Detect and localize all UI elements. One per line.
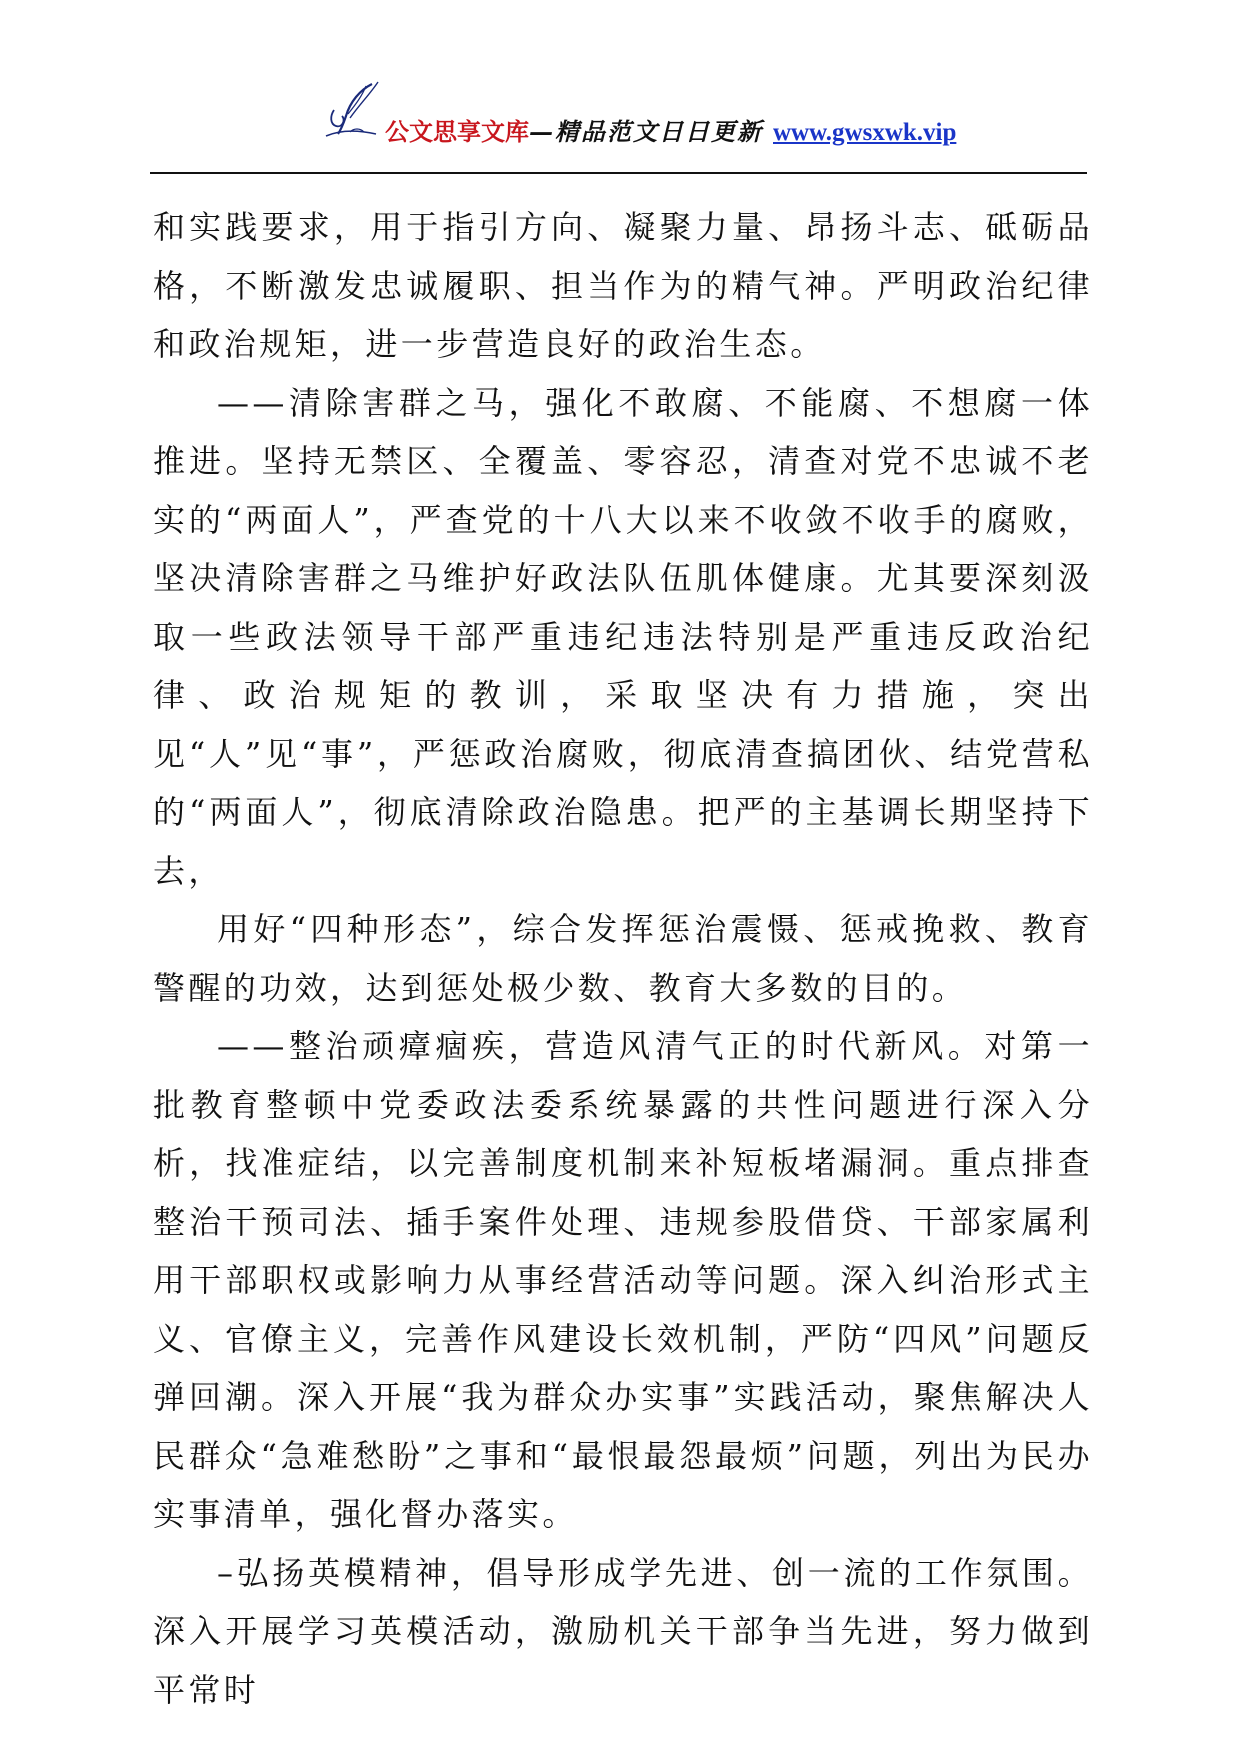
brand-name: 公文思享文库: [385, 117, 529, 146]
paragraph-5: –弘扬英模精神，倡导形成学先进、创一流的工作氛围。深入开展学习英模活动，激励机关干部争当先进，努力做到平常时: [153, 1553, 1093, 1709]
document-body: [153, 198, 1093, 1719]
paragraph-1: 和实践要求，用于指引方向、凝聚力量、昂扬斗志、砥砺品格，不断激发忠诚履职、担当作为的精气神。严明政治纪律和政治规矩，进一步营造良好的政治生态。: [153, 208, 1093, 363]
paragraph-2: ——清除害群之马，强化不敢腐、不能腐、不想腐一体推进。坚持无禁区、全覆盖、零容忍，清查对党不忠诚不老实的“两面人”，严查党的十八大以来不收敛不收手的腐败，坚决清除害群之马维护好政法队伍肌体健康。尤其要深刻汲取一些政法领导干部严重违纪违法特别是严重违反政治纪律、政治规矩的教训，采取坚决有力措施，突出见“人”见“事”，严惩政治腐败，彻底清查搞团伙、结党营私的“两面人”，彻底清除政治隐患。把严的主基调长期坚持下去，: [153, 383, 1093, 890]
quill-pen-icon: [320, 80, 390, 140]
header-banner: [385, 112, 956, 147]
site-url-link[interactable]: www.gwsxwk.vip: [773, 119, 957, 146]
paragraph-3: 用好“四种形态”，综合发挥惩治震慑、惩戒挽救、教育警醒的功效，达到惩处极少数、教育大多数的目的。: [153, 910, 1093, 1007]
header-slogan: —精品范文日日更新: [529, 117, 763, 146]
header-divider: [150, 172, 1087, 174]
page-header: [0, 0, 1241, 180]
paragraph-4: ——整治顽瘴痼疾，营造风清气正的时代新风。对第一批教育整顿中党委政法委系统暴露的共性问题进行深入分析，找准症结，以完善制度机制来补短板堵漏洞。重点排查整治干预司法、插手案件处理、违规参股借贷、干部家属利用干部职权或影响力从事经营活动等问题。深入纠治形式主义、官僚主义，完善作风建设长效机制，严防“四风”问题反弹回潮。深入开展“我为群众办实事”实践活动，聚焦解决人民群众“急难愁盼”之事和“最恨最怨最烦”问题，列出为民办实事清单，强化督办落实。: [153, 1027, 1093, 1533]
